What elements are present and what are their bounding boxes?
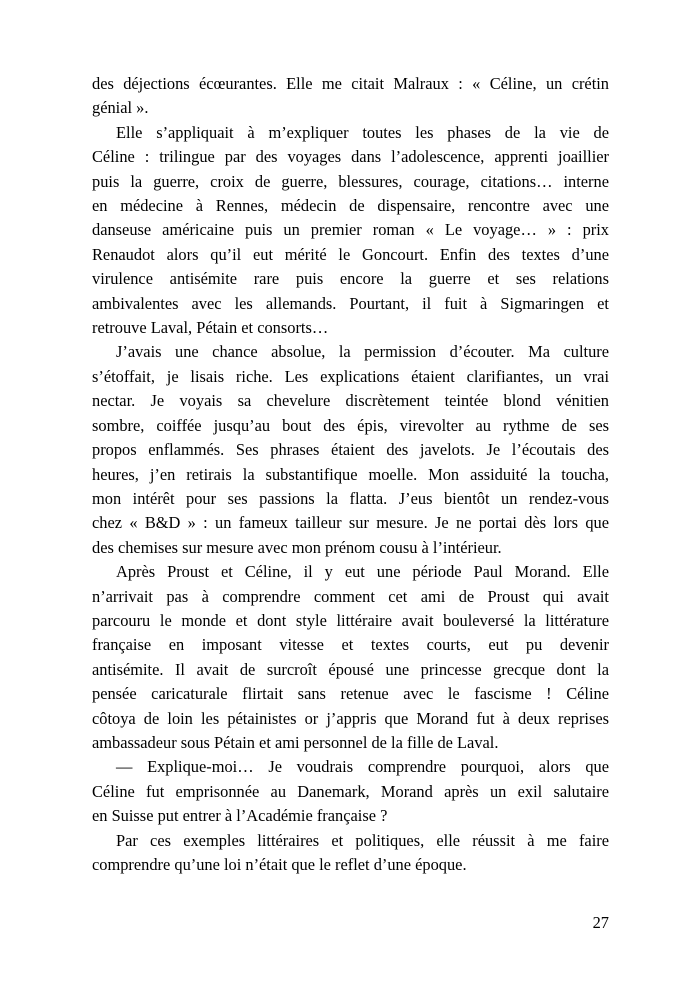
text-line: propos enflammés. Ses phrases étaient des javelots. Je l’écoutais des (92, 440, 609, 460)
text-line: nectar. Je voyais sa chevelure discrètement teintée blond vénitien (92, 391, 609, 411)
text-line: des déjections écœurantes. Elle me citait Malraux : « Céline, un crétin (92, 74, 609, 93)
text-line: en Suisse put entrer à l’Académie française ? (92, 806, 388, 826)
text-line: génial ». (92, 98, 149, 118)
paragraph (92, 340, 609, 560)
paragraph (92, 72, 609, 121)
text-line: mon intérêt pour ses passions la flatta. J’eus bientôt un rendez-vous (92, 488, 609, 508)
text-line: sombre, coiffée jusqu’au bout des épis, virevolter au rythme de ses (92, 415, 609, 435)
text-line: côtoya de loin les pétainistes or j’appris que Morand fut à deux reprises (92, 708, 609, 728)
text-line: française en imposant vitesse et textes courts, eut pu devenir (92, 635, 609, 655)
paragraph (92, 121, 609, 341)
text-line: antisémite. Il avait de surcroît épousé une princesse grecque dont la (92, 659, 609, 679)
text-line: ambivalentes avec les allemands. Pourtant, il fuit à Sigmaringen et (92, 293, 609, 313)
text-line: pensée caricaturale flirtait sans retenue avec le fascisme ! Céline (92, 684, 609, 704)
text-line: heures, j’en retirais la substantifique moelle. Mon assiduité la toucha, (92, 464, 609, 484)
text-line: puis la guerre, croix de guerre, blessures, courage, citations… interne (92, 171, 609, 191)
text-line: retrouve Laval, Pétain et consorts… (92, 318, 329, 338)
text-line: danseuse américaine puis un premier roman « Le voyage… » : prix (92, 220, 609, 240)
text-line: n’arrivait pas à comprendre comment cet ami de Proust qui avait (92, 586, 609, 606)
text-line: chez « B&D » : un fameux tailleur sur mesure. Je ne portai dès lors que (92, 513, 609, 533)
text-line: Renaudot alors qu’il eut mérité le Goncourt. Enfin des textes d’une (92, 244, 609, 264)
paragraph (92, 829, 609, 878)
text-line: des chemises sur mesure avec mon prénom cousu à l’intérieur. (92, 537, 502, 557)
page-number: 27 (592, 913, 609, 932)
text-line: parcouru le monde et dont style littéraire avait bouleversé la littérature (92, 610, 609, 630)
paragraph (92, 560, 609, 755)
text-line: virulence antisémite rare puis encore la guerre et ses relations (92, 269, 609, 289)
text-line: J’avais une chance absolue, la permission d’écouter. Ma culture (116, 342, 609, 362)
body-text (92, 72, 609, 877)
text-line: en médecine à Rennes, médecin de dispensaire, rencontre avec une (92, 196, 609, 216)
text-line: comprendre qu’une loi n’était que le reflet d’une époque. (92, 855, 467, 874)
text-line: Après Proust et Céline, il y eut une période Paul Morand. Elle (116, 562, 609, 582)
text-line: Céline : trilingue par des voyages dans l’adolescence, apprenti joaillier (92, 147, 609, 167)
paragraph (92, 755, 609, 828)
text-line: — Explique-moi… Je voudrais comprendre pourquoi, alors que (116, 757, 609, 777)
text-line: Elle s’appliquait à m’expliquer toutes les phases de la vie de (116, 122, 609, 142)
text-line: ambassadeur sous Pétain et ami personnel de la fille de Laval. (92, 732, 499, 752)
text-line: s’étoffait, je lisais riche. Les explications étaient clarifiantes, un vrai (92, 366, 609, 386)
text-line: Céline fut emprisonnée au Danemark, Morand après un exil salutaire (92, 781, 609, 801)
text-line: Par ces exemples littéraires et politiques, elle réussit à me faire (116, 830, 609, 850)
